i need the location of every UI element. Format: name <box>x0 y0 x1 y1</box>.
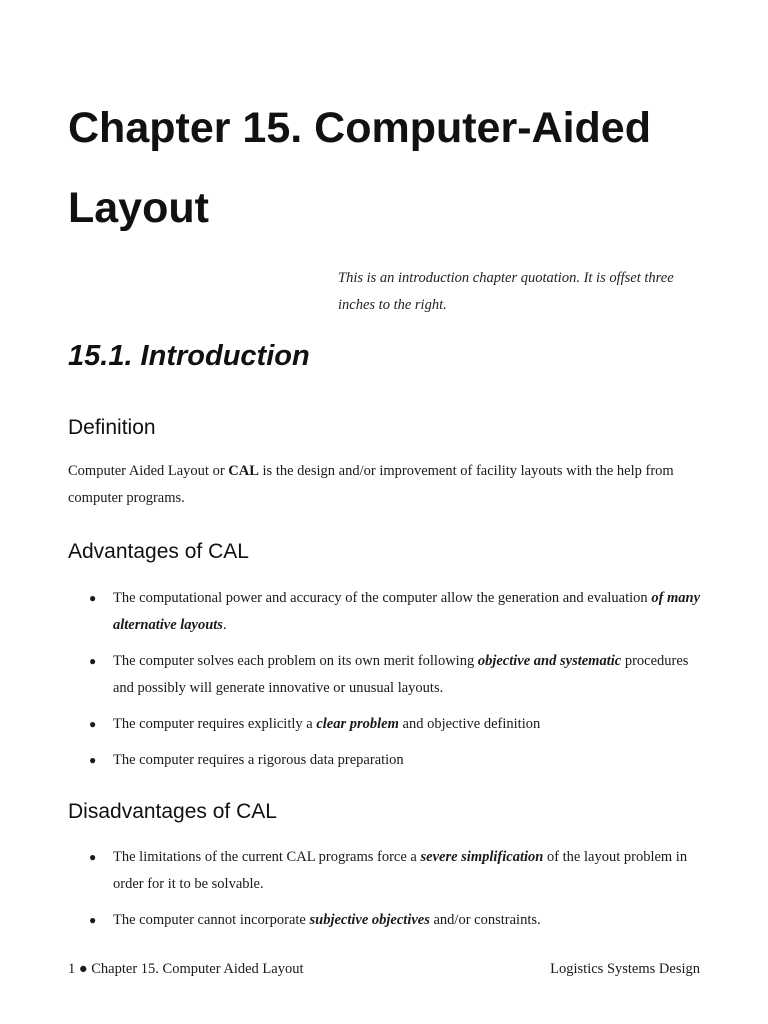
list-item <box>68 747 708 774</box>
item-text: The computer solves each problem on its own merit following <box>113 653 478 669</box>
list-item <box>68 907 708 934</box>
item-text-end: and/or constraints. <box>429 912 541 928</box>
bullet-icon: ● <box>89 913 97 927</box>
item-text-end: . <box>222 617 227 633</box>
item-emphasis: objective and systematic <box>477 653 622 669</box>
chapter-quotation: This is an introduction chapter quotation. It is offset three inches to the right. <box>338 270 674 313</box>
item-emphasis: severe simplification <box>420 849 544 865</box>
page-footer <box>68 957 700 981</box>
disadvantages-heading: Disadvantages of CAL <box>68 800 277 823</box>
bullet-icon: ● <box>89 850 97 864</box>
item-text-end: and objective definition <box>398 716 541 732</box>
item-text: The computational power and accuracy of the computer allow the generation and evaluation <box>113 590 652 606</box>
chapter-title: Chapter 15. Computer-Aided Layout <box>68 104 651 232</box>
item-text: The computer cannot incorporate <box>113 912 310 928</box>
definition-term: CAL <box>228 463 259 479</box>
disadvantages-list <box>68 844 708 943</box>
page-number: 1 <box>68 961 76 977</box>
footer-left <box>68 957 304 981</box>
item-emphasis: subjective objectives <box>309 912 430 928</box>
footer-book-title: Logistics Systems Design <box>550 961 700 977</box>
footer-separator-icon: ● <box>78 961 88 977</box>
definition-heading: Definition <box>68 416 156 439</box>
list-item <box>68 711 708 738</box>
item-text: The limitations of the current CAL programs force a <box>113 849 421 865</box>
advantages-list <box>68 585 708 783</box>
item-text: The computer requires a rigorous data preparation <box>113 752 404 768</box>
bullet-icon: ● <box>89 654 97 668</box>
item-emphasis: of many alternative layouts <box>113 590 701 633</box>
item-emphasis: clear problem <box>316 716 399 732</box>
bullet-icon: ● <box>89 717 97 731</box>
list-item <box>68 585 708 639</box>
definition-text-end: is the design and/or improvement of facility layouts with the help from computer programs. <box>68 463 674 506</box>
bullet-icon: ● <box>89 753 97 767</box>
list-item <box>68 648 708 702</box>
advantages-heading: Advantages of CAL <box>68 540 249 563</box>
bullet-icon: ● <box>89 591 97 605</box>
section-title: 15.1. Introduction <box>68 340 310 372</box>
definition-paragraph <box>68 458 708 512</box>
item-text-end: procedures and possibly will generate innovative or unusual layouts. <box>113 653 689 696</box>
definition-text-start: Computer Aided Layout or <box>68 463 229 479</box>
item-text-end: of the layout problem in order for it to be solvable. <box>113 849 688 892</box>
item-text: The computer requires explicitly a <box>113 716 317 732</box>
footer-chapter-title: Chapter 15. Computer Aided Layout <box>91 961 304 977</box>
list-item <box>68 844 708 898</box>
